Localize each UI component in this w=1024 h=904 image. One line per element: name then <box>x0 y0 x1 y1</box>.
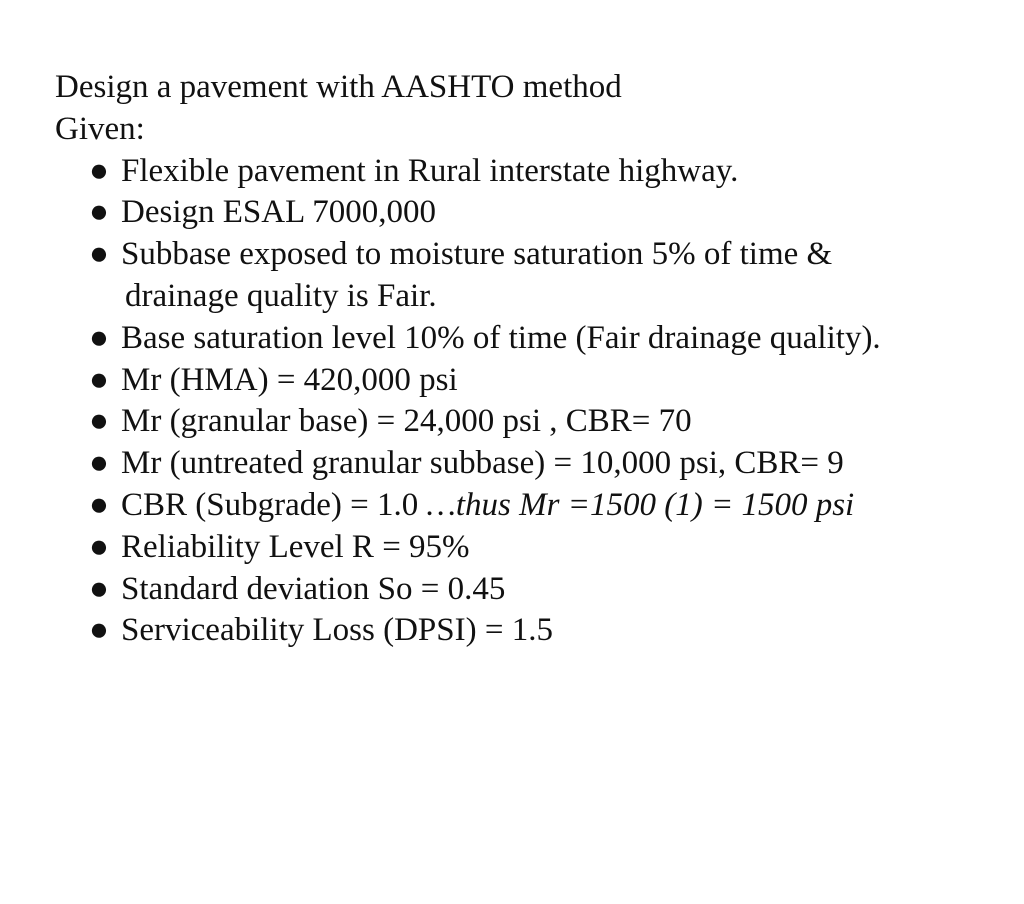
bullet-icon: ● <box>89 486 109 523</box>
list-item <box>55 443 995 485</box>
list-item <box>55 485 995 527</box>
bullet-icon: ● <box>89 570 109 607</box>
list-item-text: Serviceability Loss (DPSI) = 1.5 <box>121 612 553 649</box>
list-item-text: Mr (untreated granular subbase) = 10,000 psi, CBR= 9 <box>121 445 844 482</box>
list-item <box>55 569 995 611</box>
list-item-text: Mr (HMA) = 420,000 psi <box>121 361 458 398</box>
document-body <box>55 67 995 652</box>
bullet-icon: ● <box>89 445 109 482</box>
list-item-text: Standard deviation So = 0.45 <box>121 570 506 607</box>
list-item <box>55 234 995 318</box>
list-item-text: Reliability Level R = 95% <box>121 528 470 565</box>
given-label: Given: <box>55 110 145 147</box>
bullet-icon: ● <box>89 194 109 231</box>
list-item-text: Design ESAL 7000,000 <box>121 194 437 231</box>
list-item-emphasis: …thus Mr =1500 (1) = 1500 psi <box>426 486 855 523</box>
list-item <box>55 360 995 402</box>
bullet-icon: ● <box>89 236 109 273</box>
list-item <box>55 401 995 443</box>
bullet-icon: ● <box>89 319 109 356</box>
bullet-icon: ● <box>89 528 109 565</box>
bullet-icon: ● <box>89 612 109 649</box>
list-item <box>55 318 995 360</box>
list-item <box>55 192 995 234</box>
list-item-text: Flexible pavement in Rural interstate highway. <box>121 152 739 189</box>
list-item-continuation: drainage quality is Fair. <box>125 277 437 314</box>
list-item <box>55 151 995 193</box>
bullet-icon: ● <box>89 361 109 398</box>
bullet-icon: ● <box>89 403 109 440</box>
given-list <box>55 151 995 653</box>
page-title: Design a pavement with AASHTO method <box>55 69 622 105</box>
list-item-text: Mr (granular base) = 24,000 psi , CBR= 70 <box>121 403 692 440</box>
list-item <box>55 527 995 569</box>
list-item-text: Subbase exposed to moisture saturation 5% of time & <box>121 236 833 273</box>
list-item <box>55 610 995 652</box>
bullet-icon: ● <box>89 152 109 189</box>
list-item-text: Base saturation level 10% of time (Fair drainage quality). <box>121 319 881 356</box>
list-item-text: CBR (Subgrade) = 1.0 <box>121 486 427 523</box>
